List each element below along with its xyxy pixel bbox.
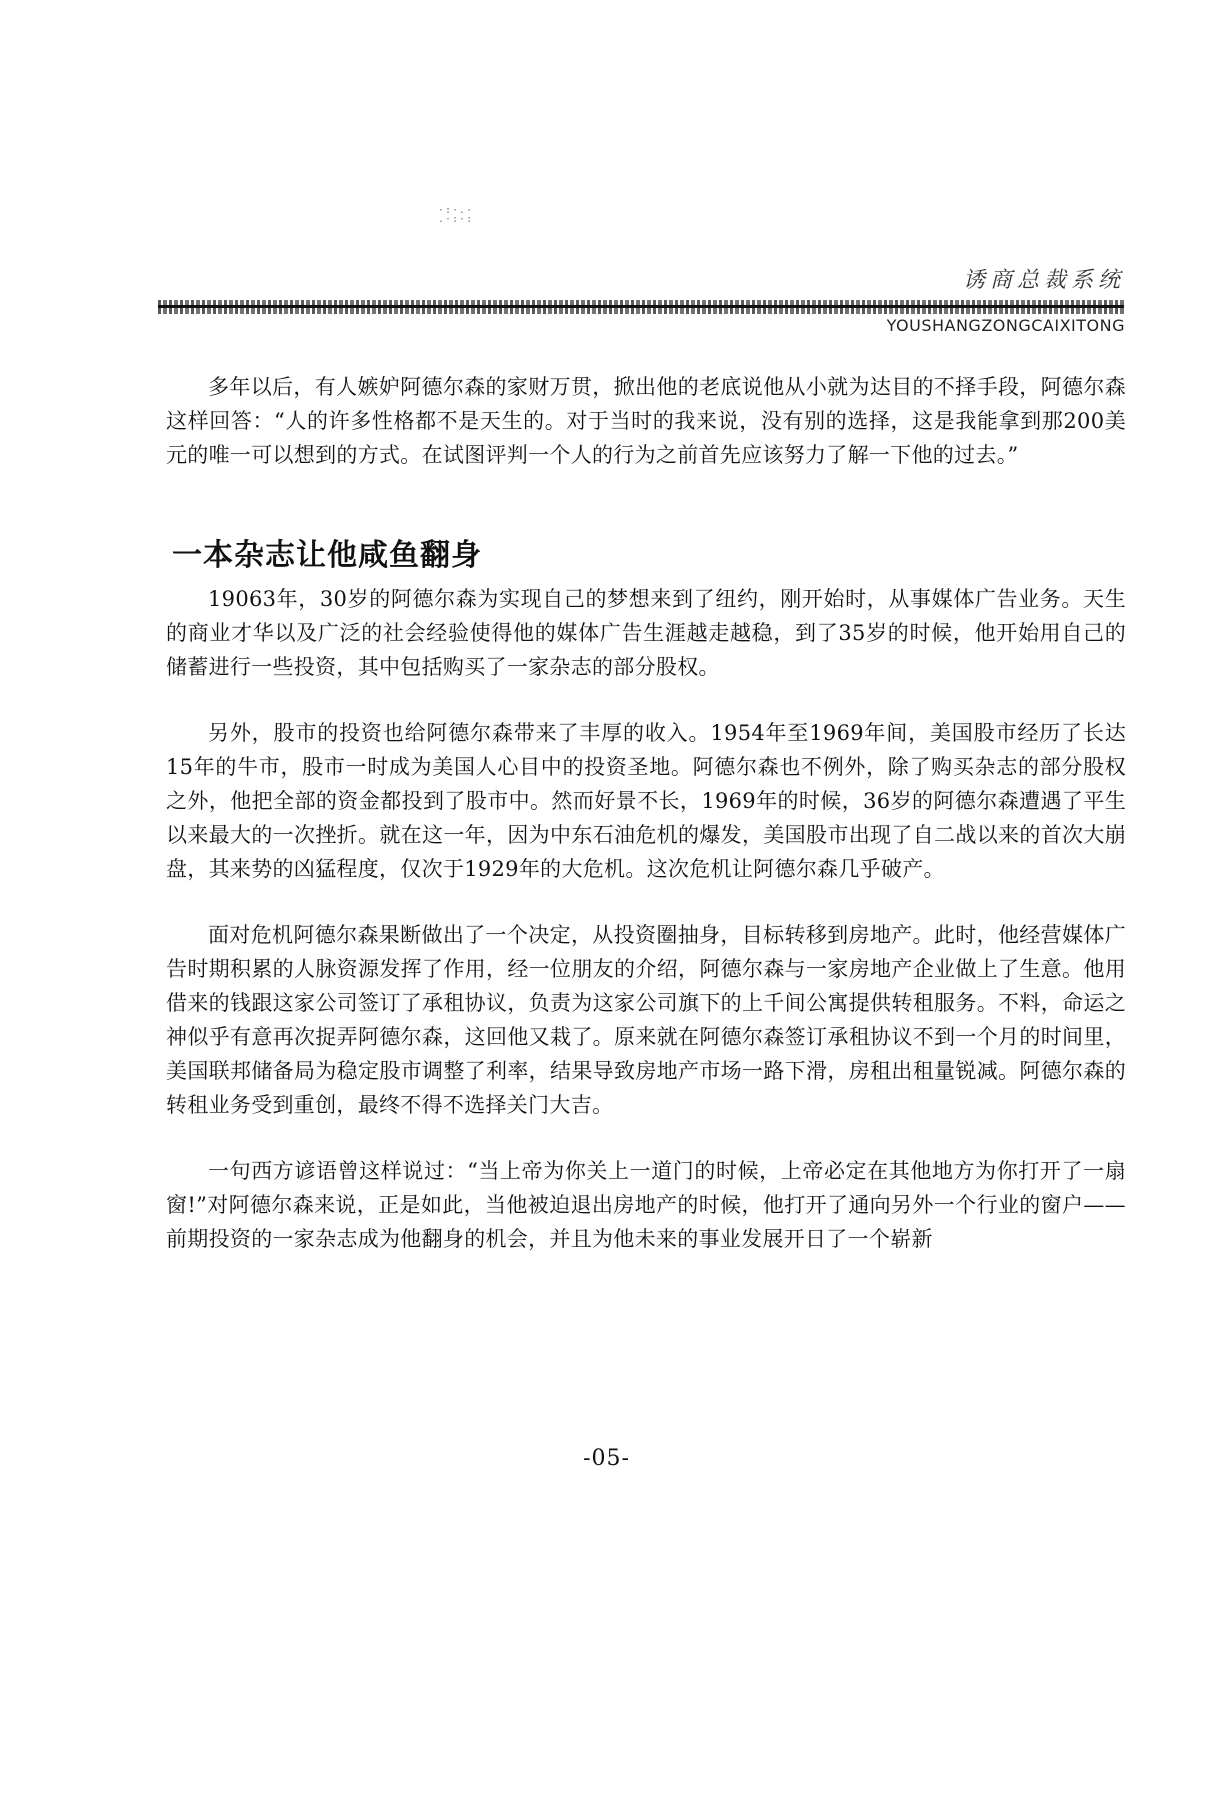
paragraph-3: 另外，股市的投资也给阿德尔森带来了丰厚的收入。1954年至1969年间，美国股市经历了长达15年的牛市，股市一时成为美国人心目中的投资圣地。阿德尔森也不例外，除了购买杂志的部分股权之外，他把全部的资金都投到了股市中。然而好景不长，1969年的时候，36岁的阿德尔森遭遇了平生以来最大的一次挫折。就在这一年，因为中东石油危机的爆发，美国股市出现了自二战以来的首次大崩盘，其来势的凶猛程度，仅次于1929年的大危机。这次危机让阿德尔森几乎破产。 [166, 721, 1126, 881]
paragraph-4: 面对危机阿德尔森果断做出了一个决定，从投资圈抽身，目标转移到房地产。此时，他经营媒体广告时期积累的人脉资源发挥了作用，经一位朋友的介绍，阿德尔森与一家房地产企业做上了生意。他用借来的钱跟这家公司签订了承租协议，负责为这家公司旗下的上千间公寓提供转租服务。不料，命运之神似乎有意再次捉弄阿德尔森，这回他又栽了。原来就在阿德尔森签订承租协议不到一个月的时间里，美国联邦储备局为稳定股市调整了利率，结果导致房地产市场一路下滑，房租出租量锐减。阿德尔森的转租业务受到重创，最终不得不选择关门大吉。 [166, 923, 1126, 1117]
paragraph-5: 一句西方谚语曾这样说过：“当上帝为你关上一道门的时候，上帝必定在其他地方为你打开了一扇窗!”对阿德尔森来说，正是如此，当他被迫退出房地产的时候，他打开了通向另外一个行业的窗户——前期投资的一家杂志成为他翻身的机会，并且为他未来的事业发展开日了一个崭新 [166, 1159, 1126, 1251]
running-header-title: 诱商总裁系统 [962, 268, 1125, 293]
page-body [166, 370, 1126, 1256]
page-number: -05- [583, 1446, 630, 1471]
section-heading: 一本杂志让他咸鱼翻身 [172, 538, 482, 573]
paragraph-2: 19063年，30岁的阿德尔森为实现自己的梦想来到了纽约，刚开始时，从事媒体广告业务。天生的商业才华以及广泛的社会经验使得他的媒体广告生涯越走越稳，到了35岁的时候，他开始用自己的储蓄进行一些投资，其中包括购买了一家杂志的部分股权。 [166, 587, 1126, 679]
running-header-pinyin: YOUSHANGZONGCAIXITONG [886, 316, 1125, 335]
paragraph-1: 多年以后，有人嫉妒阿德尔森的家财万贯，掀出他的老底说他从小就为达目的不择手段，阿德尔森这样回答：“人的许多性格都不是天生的。对于当时的我来说，没有别的选择，这是我能拿到那200美元的唯一可以想到的方式。在试图评判一个人的行为之前首先应该努力了解一下他的过去。” [166, 375, 1126, 467]
scan-speck: ·:·.· .·:·: [438, 205, 474, 225]
header-rule-line [158, 305, 1124, 308]
